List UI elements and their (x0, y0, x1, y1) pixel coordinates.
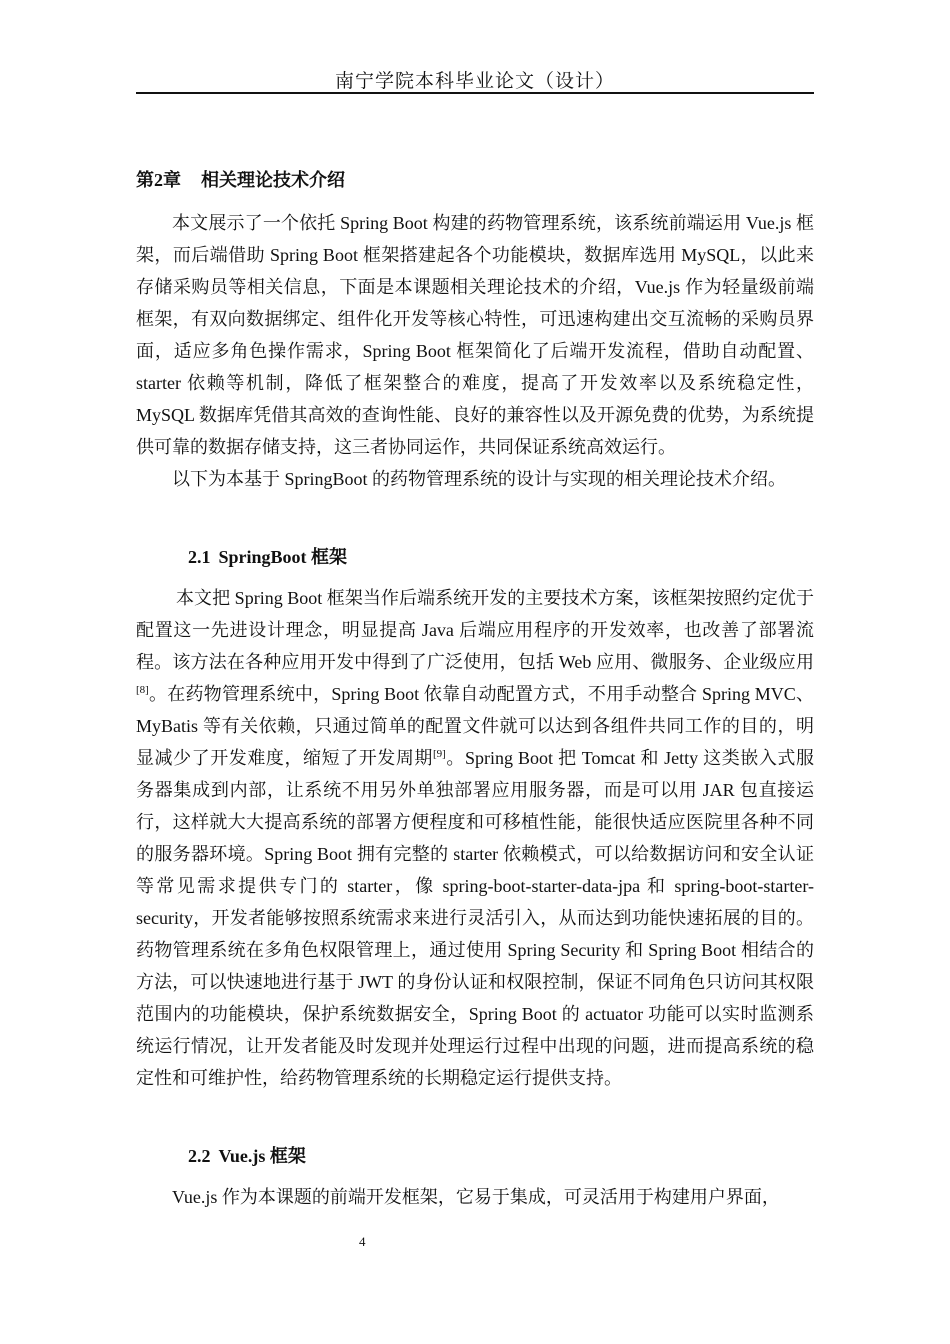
section-number: 2.2 (188, 1146, 211, 1166)
text-segment: 。Spring Boot 把 Tomcat 和 Jetty 这类嵌入式服务器集成到内部，让系统不用另外单独部署应用服务器，而是可以用 JAR 包直接运行，这样就大大提高系统的部署方便程度和可移植性能，能很快适应医院里各种不同的服务器环境。Spring Boot 拥有完整的 starter 依赖模式，可以给数据访问和安全认证等常见需求提供专门的 starter，像 spring-boot-starter-data-jpa 和 spring-boot-starter-security，开发者能够按照系统需求来进行灵活引入，从而达到功能快速拓展的目的。药物管理系统在多角色权限管理上，通过使用 Spring Security 和 Spring Boot 相结合的方法，可以快速地进行基于 JWT 的身份认证和权限控制，保证不同角色只访问其权限范围内的功能模块，保护系统数据安全，Spring Boot 的 actuator 功能可以实时监测系统运行情况，让开发者能及时发现并处理运行过程中出现的问题，进而提高系统的稳定性和可维护性，给药物管理系统的长期稳定运行提供支持。 (136, 748, 814, 1088)
section-number: 2.1 (188, 547, 211, 567)
page-header: 南宁学院本科毕业论文（设计） (334, 71, 615, 92)
section-heading-2-2 (188, 1142, 306, 1168)
text-segment: 本文把 Spring Boot 框架当作后端系统开发的主要技术方案，该框架按照约定优于配置这一先进设计理念，明显提高 Java 后端应用程序的开发效率，也改善了部署流程。该方法在各种应用开发中得到了广泛使用，包括 Web 应用、微服务、企业级应用 (136, 588, 814, 672)
chapter-number: 第2章 (136, 170, 181, 190)
vuejs-paragraph: Vue.js 作为本课题的前端开发框架，它易于集成，可灵活用于构建用户界面， (172, 1187, 780, 1207)
springboot-paragraph (136, 582, 814, 1094)
section-2-1-body (136, 582, 814, 1094)
chapter-title: 相关理论技术介绍 (201, 170, 345, 190)
text-segment: 。在药物管理系统中，Spring Boot 依靠自动配置方式，不用手动整合 Spring MVC、MyBatis 等有关依赖，只通过简单的配置文件就可以达到各组件共同工作的目的，明显减少了开发难度，缩短了开发周期 (136, 684, 814, 768)
section-heading-2-1 (188, 543, 347, 569)
intro-paragraph-2: 以下为本基于 SpringBoot 的药物管理系统的设计与实现的相关理论技术介绍。 (172, 469, 787, 489)
chapter-heading (136, 166, 345, 192)
header-rule (136, 92, 814, 94)
section-title: SpringBoot 框架 (218, 547, 348, 567)
citation-ref: [8] (136, 684, 149, 696)
section-2-2-body (136, 1181, 814, 1213)
citation-ref: [9] (433, 748, 446, 760)
intro-paragraph-1: 本文展示了一个依托 Spring Boot 构建的药物管理系统，该系统前端运用 Vue.js 框架，而后端借助 Spring Boot 框架搭建起各个功能模块，数据库选用 MySQL，以此来存储采购员等相关信息，下面是本课题相关理论技术的介绍，Vue.js 作为轻量级前端框架，有双向数据绑定、组件化开发等核心特性，可迅速构建出交互流畅的采购员界面，适应多角色操作需求，Spring Boot 框架简化了后端开发流程，借助自动配置、starter 依赖等机制，降低了框架整合的难度，提高了开发效率以及系统稳定性，MySQL 数据库凭借其高效的查询性能、良好的兼容性以及开源免费的优势，为系统提供可靠的数据存储支持，这三者协同运作，共同保证系统高效运行。 (136, 213, 814, 457)
intro-section (136, 207, 814, 495)
section-title: Vue.js 框架 (218, 1146, 306, 1166)
page-number: 4 (359, 1234, 366, 1249)
